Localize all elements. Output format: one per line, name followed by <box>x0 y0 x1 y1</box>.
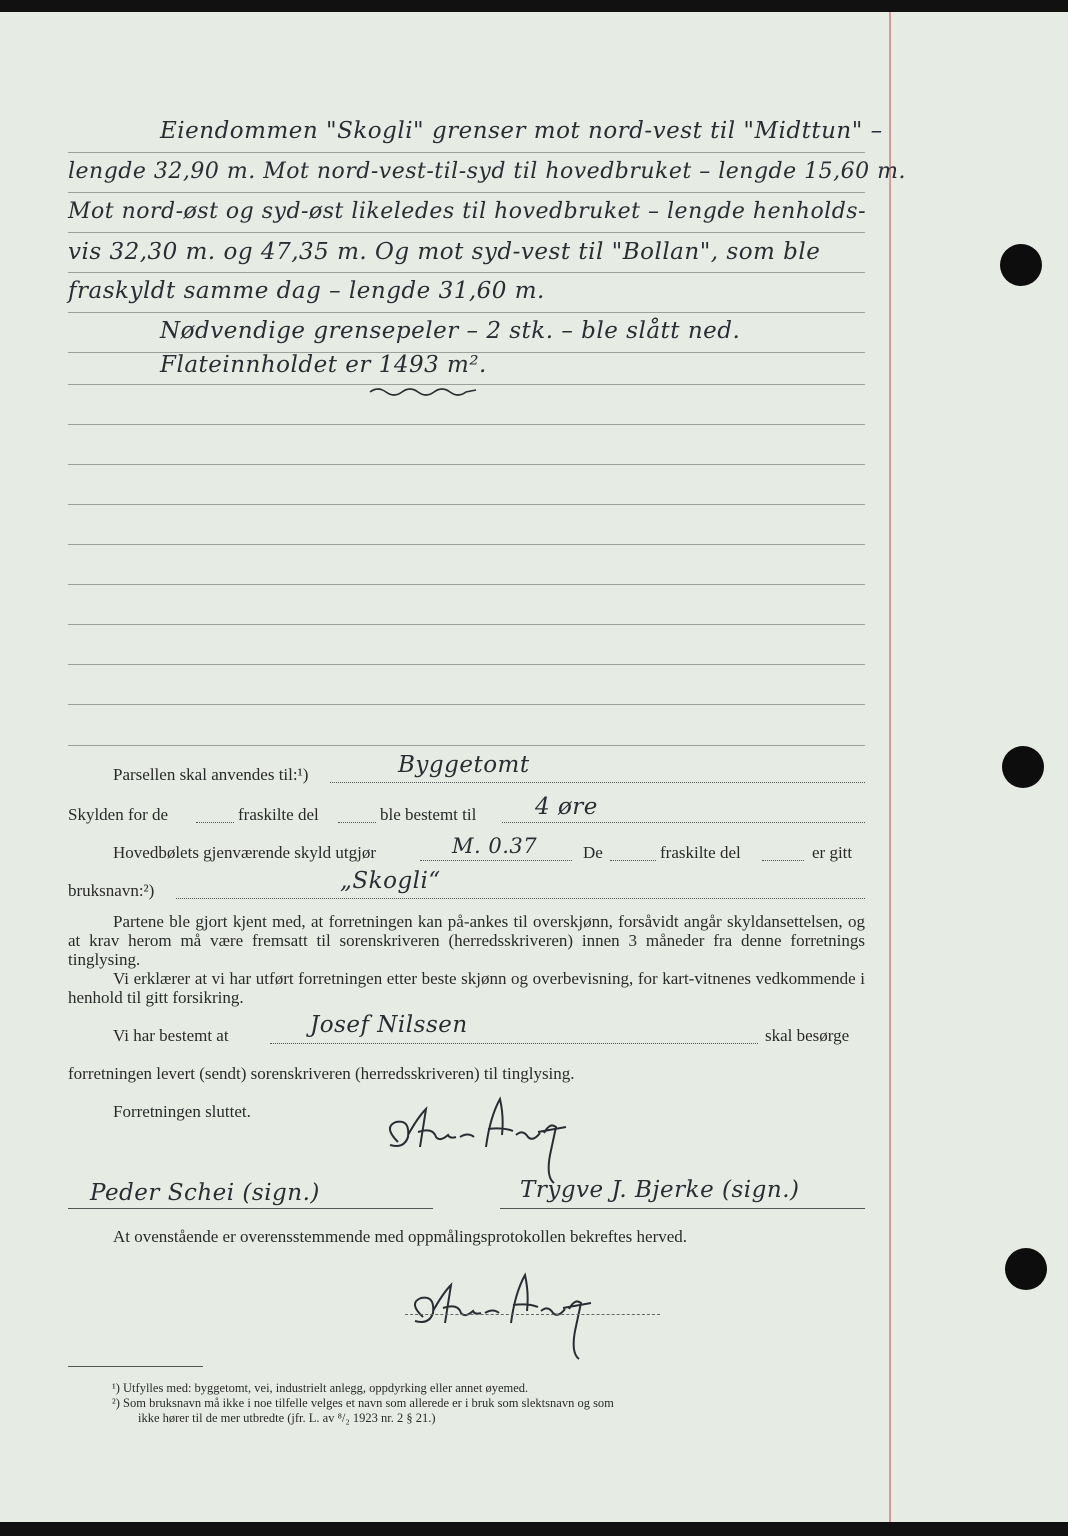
scan-top-border <box>0 0 1068 12</box>
ruled-line <box>68 464 865 465</box>
handwritten-line-5: fraskyldt samme dag – lengde 31,60 m. <box>68 278 545 304</box>
footnote-2a: ²) Som bruksnavn må ikke i noe tilfelle velges et navn som allerede er i bruk som slektsnavn og som <box>112 1396 614 1410</box>
handwritten-line-2: lengde 32,90 m. Mot nord-vest-til-syd til hovedbruket – lengde 15,60 m. <box>68 159 906 184</box>
witness-left: Peder Schei (sign.) <box>90 1180 320 1206</box>
binder-hole-bottom <box>1005 1248 1047 1290</box>
flourish-underline <box>368 384 478 398</box>
skyld-value: 4 øre <box>535 794 598 820</box>
fraskilte-dotted <box>762 860 804 861</box>
hoved-value: M. 0.37 <box>452 834 538 858</box>
surveyor-signature <box>378 1087 578 1187</box>
handwritten-line-6: Nødvendige grensepeler – 2 stk. – ble slått ned. <box>160 318 741 344</box>
bruksnavn-dotted <box>176 898 865 899</box>
ruled-line <box>68 152 865 153</box>
skyld-label-c: ble bestemt til <box>380 805 477 824</box>
skyld-dotted-2 <box>338 822 376 823</box>
skyld-dotted-3 <box>502 822 865 823</box>
ruled-line <box>68 312 865 313</box>
skyld-label-a: Skylden for de <box>68 805 169 824</box>
surveyor-signature-confirm <box>403 1267 603 1367</box>
ruled-line <box>68 272 865 273</box>
parsell-label: Parsellen skal anvendes til:¹) <box>113 765 309 784</box>
bruksnavn-value: „Skogli“ <box>340 868 441 894</box>
ruled-line <box>68 664 865 665</box>
besorge-label: skal besørge <box>765 1026 850 1045</box>
confirm-signature-line <box>405 1314 660 1315</box>
tinglysing-line: forretningen levert (sendt) sorenskriveren (herredsskriveren) til tinglysing. <box>68 1064 575 1083</box>
document-page <box>0 12 1068 1522</box>
ruled-line <box>68 424 865 425</box>
witness-right: Trygve J. Bjerke (sign.) <box>520 1177 800 1203</box>
ruled-line <box>68 704 865 705</box>
handwritten-line-4: vis 32,30 m. og 47,35 m. Og mot syd-vest til "Bollan", som ble <box>68 239 821 265</box>
binder-hole-middle <box>1002 746 1044 788</box>
declaration-paragraph: Vi erklærer at vi har utført forretningen etter beste skjønn og overbevisning, for kart-vitnenes vedkommende i henhold til gitt forsikring. <box>68 969 865 1007</box>
ruled-line <box>68 504 865 505</box>
appeal-paragraph: Partene ble gjort kjent med, at forretningen kan på-ankes til overskjønn, forsåvidt angår skyldansettelsen, og at krav herom må være fremsatt til sorenskriveren (herredsskriveren) innen 3 måneder fra denne forretnings tinglysing. <box>68 912 865 969</box>
handwritten-line-1: Eiendommen "Skogli" grenser mot nord-vest til "Midttun" – <box>160 118 883 144</box>
skyld-dotted-1 <box>196 822 234 823</box>
skyld-label-b: fraskilte del <box>238 805 319 824</box>
ruled-line <box>68 544 865 545</box>
footnote-2b: ikke hører til de mer utbredte (jfr. L. av ⁸/₂ 1923 nr. 2 § 21.) <box>138 1411 436 1425</box>
parsell-dotted-line <box>330 782 865 783</box>
de-label: De <box>583 843 603 862</box>
ruled-line <box>68 192 865 193</box>
hoved-label: Hovedbølets gjenværende skyld utgjør <box>113 843 376 862</box>
bestemt-dotted <box>270 1043 758 1044</box>
ruled-line <box>68 745 865 746</box>
de-dotted <box>610 860 656 861</box>
witness-right-line <box>500 1208 865 1209</box>
parsell-value: Byggetomt <box>398 752 530 778</box>
footnote-1: ¹) Utfylles med: byggetomt, vei, industrielt anlegg, oppdyrking eller annet øyemed. <box>112 1381 529 1395</box>
ruled-line <box>68 584 865 585</box>
hoved-dotted <box>420 860 572 861</box>
handwritten-line-3: Mot nord-øst og syd-øst likeledes til hovedbruket – lengde henholds- <box>68 199 867 224</box>
gitt-label: er gitt <box>812 843 853 862</box>
margin-line <box>889 12 891 1522</box>
witness-left-line <box>68 1208 433 1209</box>
footnote-separator <box>68 1366 203 1367</box>
binder-hole-top <box>1000 244 1042 286</box>
bruksnavn-label: bruksnavn:²) <box>68 881 155 900</box>
bestemt-value: Josef Nilssen <box>310 1012 468 1038</box>
bestemt-label: Vi har bestemt at <box>113 1026 229 1045</box>
ruled-line <box>68 232 865 233</box>
confirm-text: At ovenstående er overensstemmende med oppmålingsprotokollen bekreftes herved. <box>113 1227 688 1246</box>
scan-bottom-border <box>0 1522 1068 1536</box>
handwritten-line-7: Flateinnholdet er 1493 m². <box>160 352 487 378</box>
sluttet-label: Forretningen sluttet. <box>113 1102 251 1121</box>
fraskilte-label: fraskilte del <box>660 843 741 862</box>
ruled-line <box>68 624 865 625</box>
